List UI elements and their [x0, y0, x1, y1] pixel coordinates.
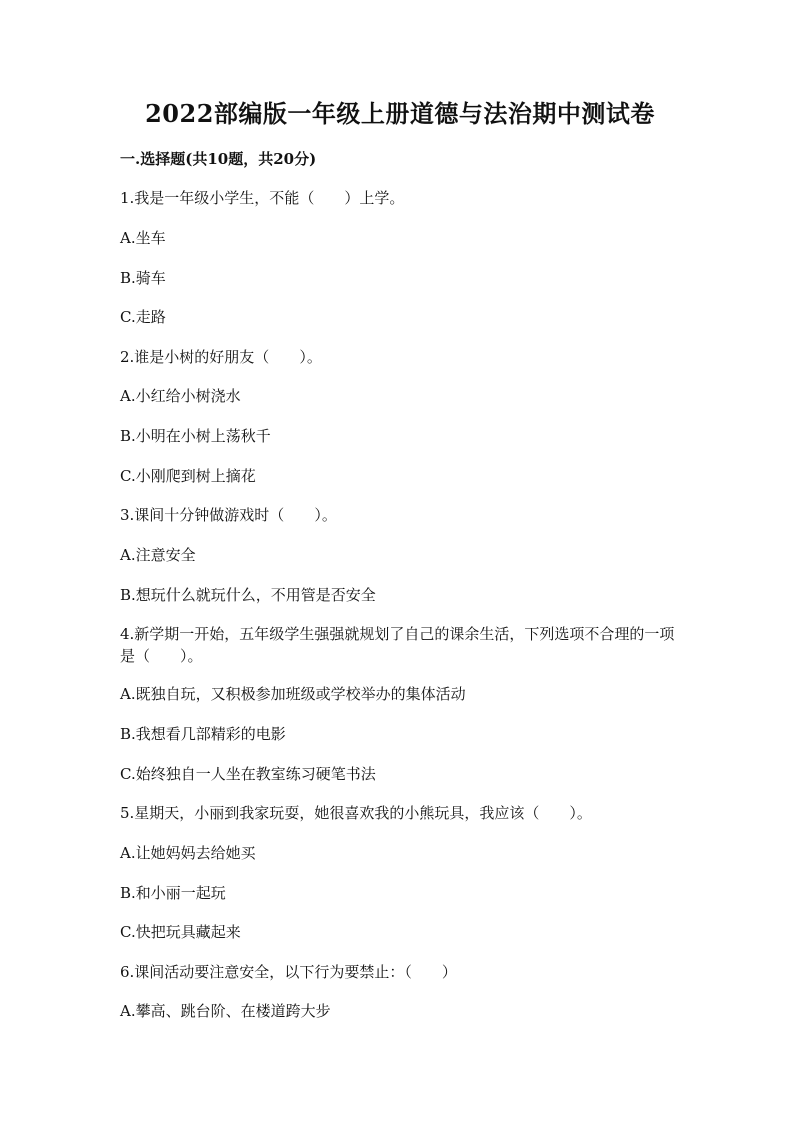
- question-3-option-a: A.注意安全: [120, 546, 196, 564]
- question-2-option-b: B.小明在小树上荡秋千: [120, 427, 271, 445]
- question-4-stem: 4.新学期一开始，五年级学生强强就规划了自己的课余生活，下列选项不合理的一项是（ ）。: [120, 625, 675, 665]
- question-6-option-a: A.攀高、跳台阶、在楼道跨大步: [120, 1002, 331, 1020]
- question-6-stem: 6.课间活动要注意安全，以下行为要禁止：（ ）: [120, 963, 457, 981]
- question-1-option-c: C.走路: [120, 308, 166, 326]
- question-2-option-a: A.小红给小树浇水: [120, 387, 241, 405]
- question-3-option-b: B.想玩什么就玩什么，不用管是否安全: [120, 586, 376, 604]
- question-3-stem: 3.课间十分钟做游戏时（ ）。: [120, 506, 337, 524]
- question-5-option-b: B.和小丽一起玩: [120, 884, 226, 902]
- section-heading: 一.选择题(共10题，共20分): [120, 150, 317, 168]
- question-2-option-c: C.小刚爬到树上摘花: [120, 467, 256, 485]
- question-5-option-c: C.快把玩具藏起来: [120, 923, 241, 941]
- question-4-option-b: B.我想看几部精彩的电影: [120, 725, 286, 743]
- question-1-stem: 1.我是一年级小学生，不能（ ）上学。: [120, 189, 405, 207]
- question-5-stem: 5.星期天，小丽到我家玩耍，她很喜欢我的小熊玩具，我应该（ ）。: [120, 804, 592, 822]
- question-1-option-a: A.坐车: [120, 229, 166, 247]
- question-1-option-b: B.骑车: [120, 269, 166, 287]
- question-5-option-a: A.让她妈妈去给她买: [120, 844, 256, 862]
- question-2-stem: 2.谁是小树的好朋友（ ）。: [120, 348, 322, 366]
- question-4-option-c: C.始终独自一人坐在教室练习硬笔书法: [120, 765, 376, 783]
- page-title: 2022部编版一年级上册道德与法治期中测试卷: [145, 99, 655, 128]
- question-4-option-a: A.既独自玩，又积极参加班级或学校举办的集体活动: [120, 685, 466, 703]
